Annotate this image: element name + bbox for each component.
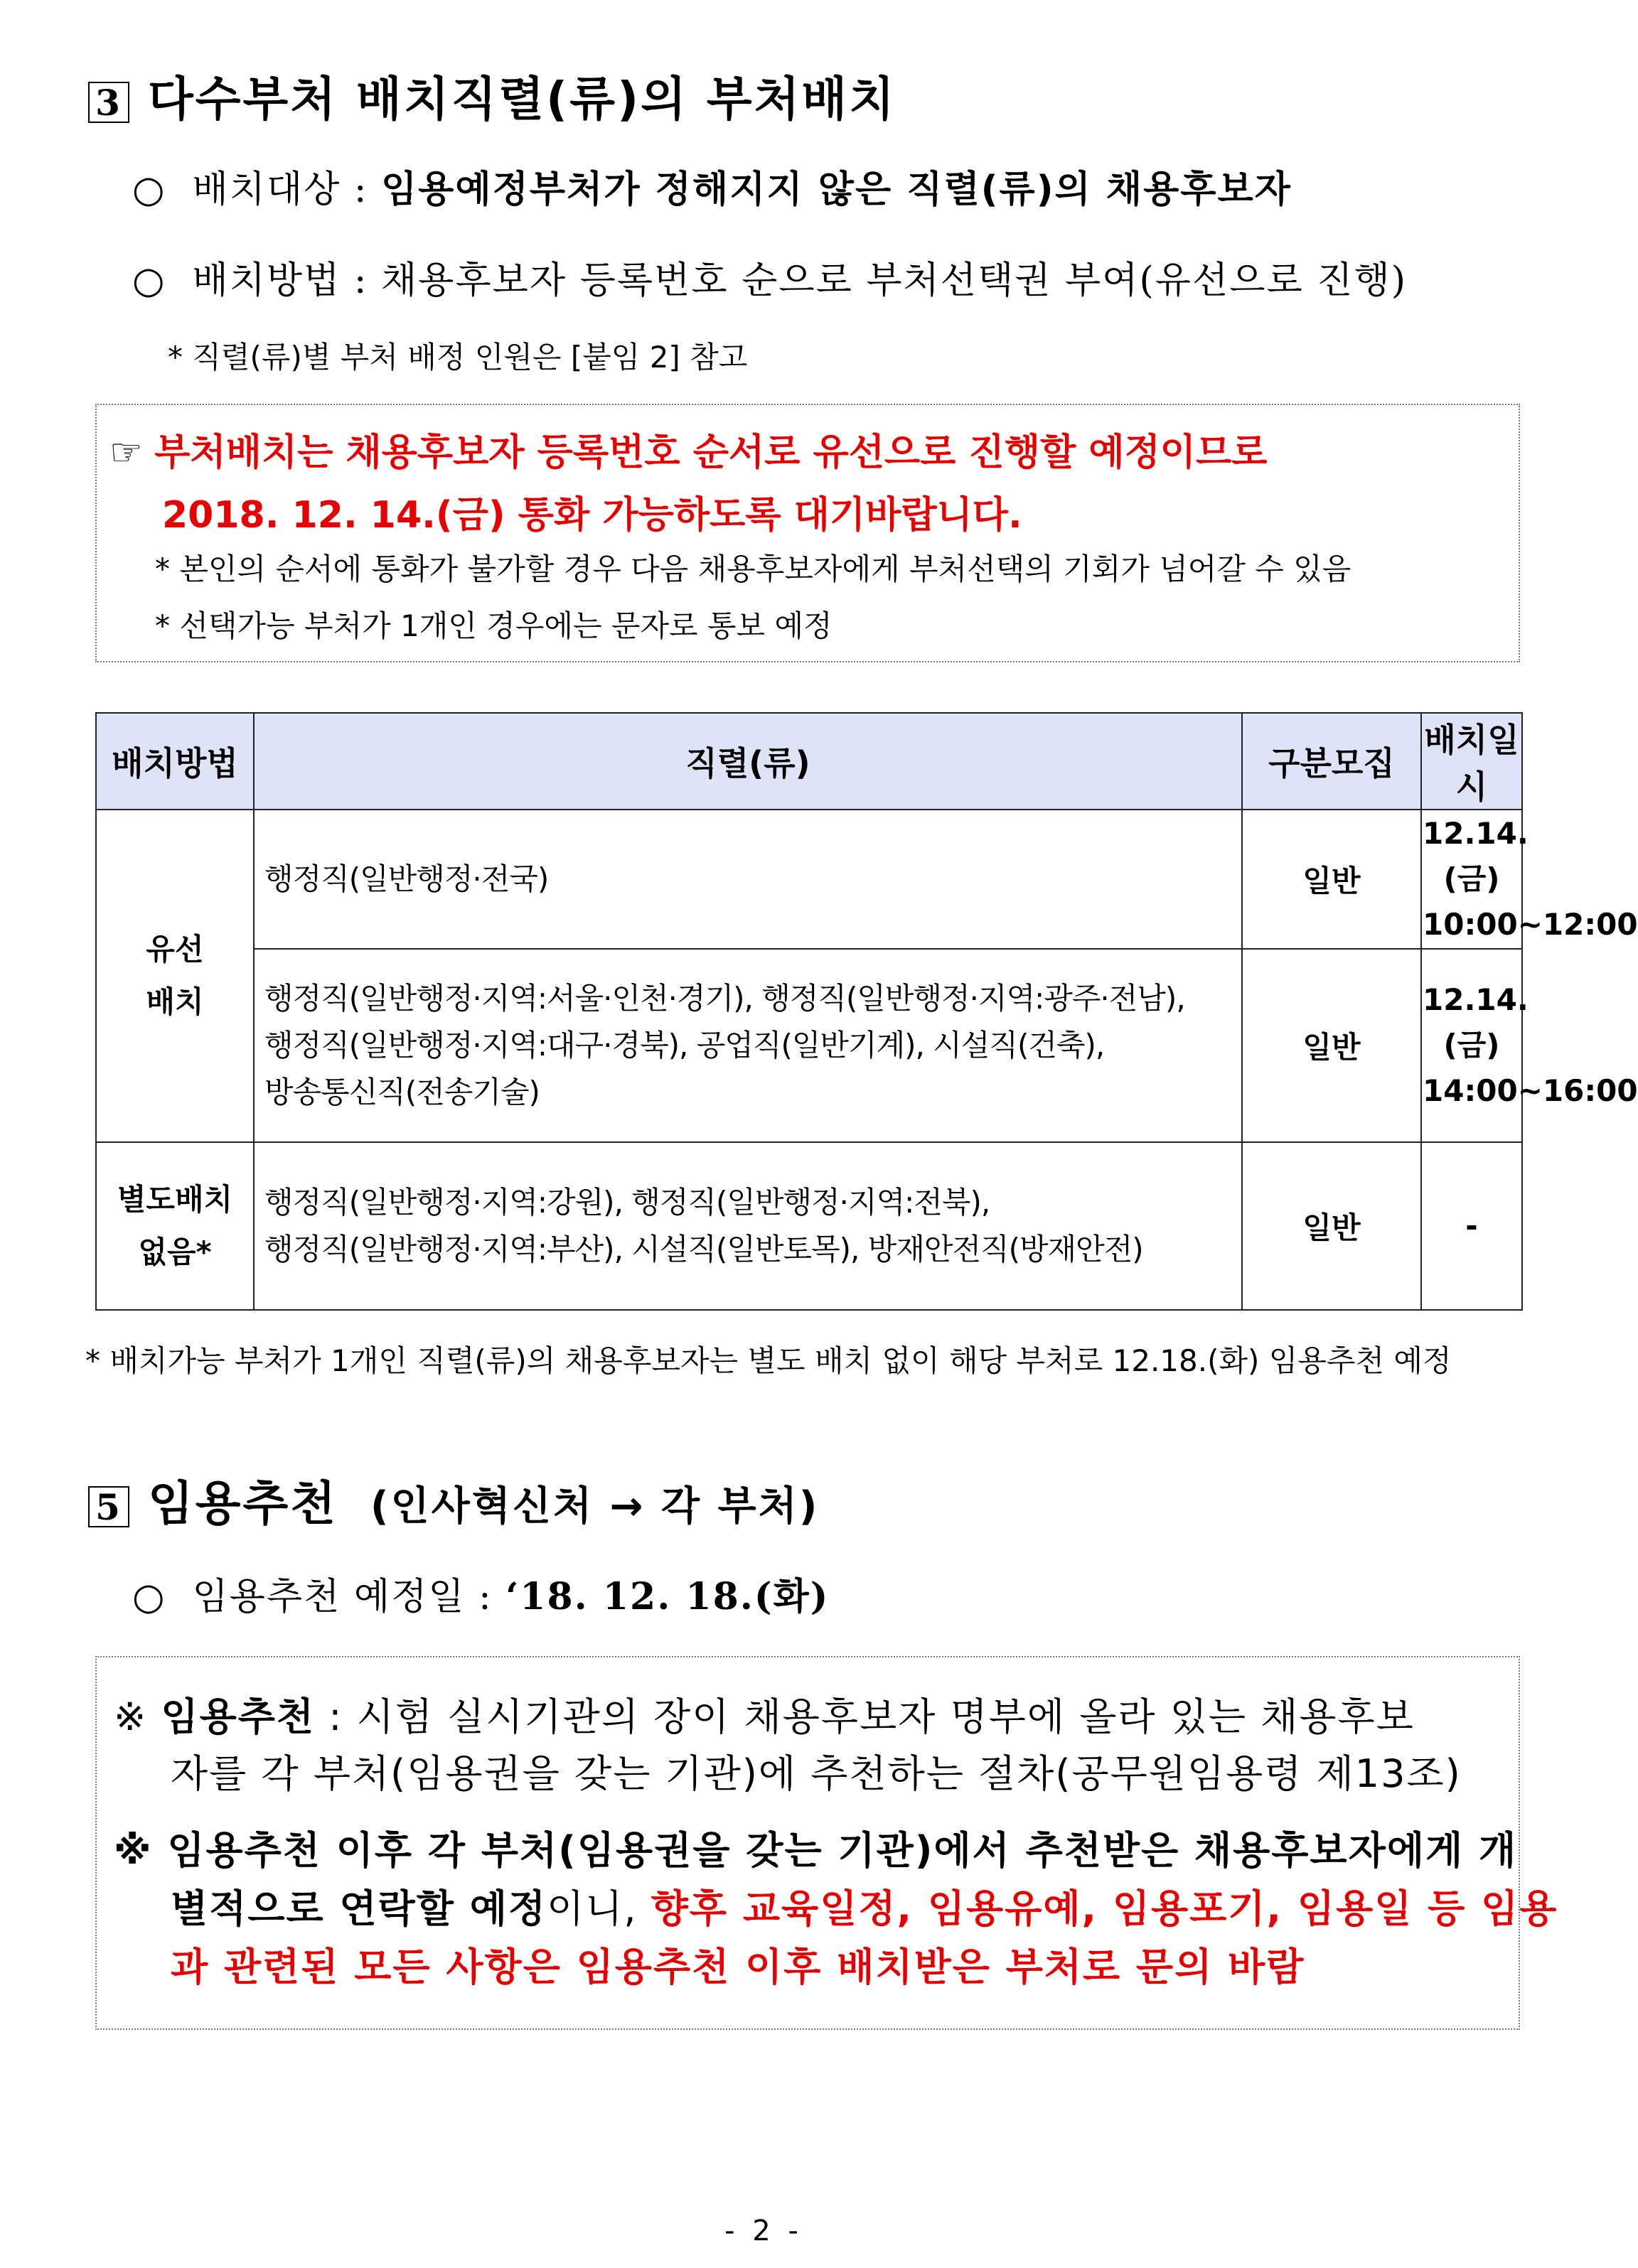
reference-mark-icon: ※ [114,1828,153,1873]
row2-jikryeol: 행정직(일반행정·지역:서울·인천·경기), 행정직(일반행정·지역:광주·전남), 행정직(일반행정·지역:대구·경북), 공업직(일반기계), 시설직(건축), 방송통신직(전송기술) [254,949,1242,1142]
circle-bullet-icon: ○ [132,168,166,211]
callout-line2: 2018. 12. 14.(금) 통화 가능하도록 대기바랍니다. [162,494,1022,537]
pointing-hand-icon: ☞ [109,431,143,474]
table-header-row [96,713,1522,810]
section5-subtitle: (인사혁신처 → 각 부처) [370,1483,820,1530]
row3-datetime: - [1421,1142,1522,1310]
table-row [96,1142,1522,1310]
target-label: 배치대상 : [192,168,368,211]
section5-heading [88,1466,819,1533]
method-line [132,250,1407,303]
row2-datetime: 12.14.(금) 14:00~16:00 [1421,949,1522,1142]
table-row [96,810,1522,949]
header-gubun: 구분모집 [1242,713,1421,810]
section5-number: 5 [88,1486,129,1527]
reference-mark-icon: ※ [114,1694,148,1739]
row1-jikryeol: 행정직(일반행정·전국) [254,810,1242,949]
row2-gubun: 일반 [1242,949,1421,1142]
callout-line1: ☞ 부처배치는 채용후보자 등록번호 순서로 유선으로 진행할 예정이므로 [109,431,1268,474]
row1-datetime: 12.14.(금) 10:00~12:00 [1421,810,1522,949]
target-line [132,159,1292,213]
target-value: 임용예정부처가 정해지지 않은 직렬(류)의 채용후보자 [380,168,1292,211]
header-method: 배치방법 [96,713,254,810]
recommend-date-line [132,1566,829,1620]
section3-heading [88,61,896,129]
callout-note2: * 선택가능 부처가 1개인 경우에는 문자로 통보 예정 [155,608,833,643]
header-jikryeol: 직렬(류) [254,713,1242,810]
notice-p1-line1: ※ 임용추천 : 시험 실시기관의 장이 채용후보자 명부에 올라 있는 채용후보 [114,1694,1415,1739]
notice-p2-line1: ※ 임용추천 이후 각 부처(임용권을 갖는 기관)에서 추천받은 채용후보자에게 개 [114,1828,1518,1873]
row3-jikryeol: 행정직(일반행정·지역:강원), 행정직(일반행정·지역:전북), 행정직(일반행정·지역:부산), 시설직(일반토목), 방재안전직(방재안전) [254,1142,1242,1310]
circle-bullet-icon: ○ [132,1576,166,1618]
group-label-none: 별도배치 없음* [96,1142,254,1310]
method-value: 채용후보자 등록번호 순으로 부처선택권 부여(유선으로 진행) [380,259,1407,302]
table-footnote: * 배치가능 부처가 1개인 직렬(류)의 채용후보자는 별도 배치 없이 해당 부처로 12.18.(화) 임용추천 예정 [85,1343,1452,1378]
recommend-date-label: 임용추천 예정일 : [192,1576,493,1618]
section3-number: 3 [88,82,129,123]
notice-p2-line3: 과 관련된 모든 사항은 임용추천 이후 배치받은 부처로 문의 바람 [171,1945,1305,1989]
group-label-wired: 유선 배치 [96,810,254,1142]
table-row [96,949,1522,1142]
section5-title: 임용추천 [148,1476,338,1531]
placement-table [95,712,1638,1311]
callout-note1: * 본인의 순서에 통화가 불가할 경우 다음 채용후보자에게 부처선택의 기회가 넘어갈 수 있음 [155,552,1351,586]
section3-note: * 직렬(류)별 부처 배정 인원은 [붙임 2] 참고 [168,340,748,375]
recommend-date-value: ‘18. 12. 18.(화) [505,1575,830,1618]
notice-p2-line2: 별적으로 연락할 예정이니, 향후 교육일정, 임용유예, 임용포기, 임용일 등 임용 [171,1886,1558,1931]
row1-gubun: 일반 [1242,810,1421,949]
section3-title: 다수부처 배치직렬(류)의 부처배치 [148,72,896,127]
method-label: 배치방법 : [192,259,368,302]
circle-bullet-icon: ○ [132,259,166,302]
header-datetime: 배치일시 [1421,713,1522,810]
notice-p1-line2: 자를 각 부처(임용권을 갖는 기관)에 추천하는 절차(공무원임용령 제13조) [171,1751,1462,1796]
page-number: - 2 - [724,2215,803,2247]
row3-gubun: 일반 [1242,1142,1421,1310]
